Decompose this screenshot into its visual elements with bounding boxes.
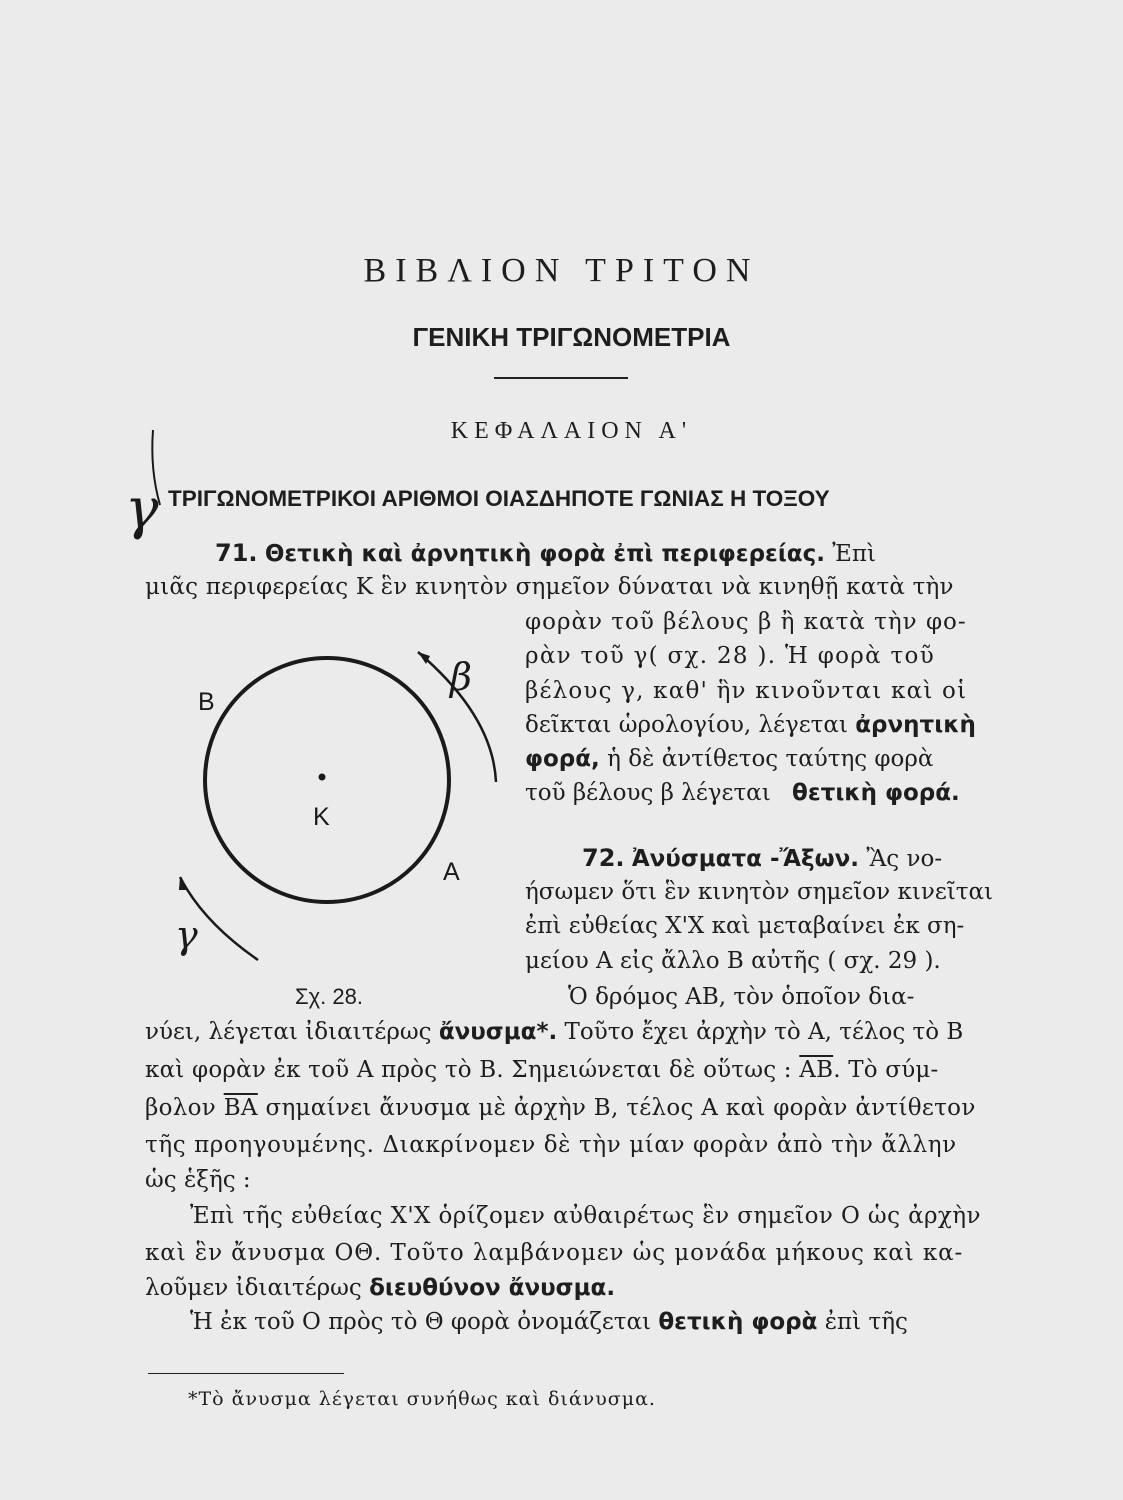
section-72-line-3: ἐπὶ εὐθείας Χ'Χ καὶ μεταβαίνει ἐκ ση- <box>525 913 965 939</box>
section-72-heading: Ἀνύσματα -Ἄξων. <box>631 846 859 872</box>
section-72-line-10: ὡς ἑξῆς : <box>145 1167 251 1193</box>
section-71-line-5: βέλους γ, καθ' ἣν κινοῦνται καὶ οἱ <box>525 678 968 704</box>
footnote: *Τὸ ἄνυσμα λέγεται συνήθως καὶ διάνυσμα. <box>188 1388 656 1410</box>
section-72-line-8 <box>145 1093 976 1123</box>
section-71-line-4: ρὰν τοῦ γ( σχ. 28 ). Ἡ φορὰ τοῦ <box>525 643 935 669</box>
section-71-line-6-text: δεῖκται ὡρολογίου, λέγεται <box>525 712 848 738</box>
center-point <box>319 774 326 781</box>
footnote-divider <box>148 1373 344 1374</box>
arrow-beta-label: β <box>450 655 472 699</box>
section-72-line-13 <box>145 1273 615 1303</box>
section-72-line-12: καὶ ἓν ἄνυσμα ΟΘ. Τοῦτο λαμβάνομεν ὡς μονάδα μήκους καὶ κα- <box>145 1240 964 1266</box>
term-positive: θετικὴ φορά. <box>792 780 960 806</box>
section-72-number: 72. <box>582 844 625 872</box>
vector-ba: $\overline{BA}$ <box>223 1095 258 1121</box>
section-72-line-11: Ἐπὶ τῆς εὐθείας Χ'Χ ὁρίζομεν αὐθαιρέτως ἓν σημεῖον Ο ὡς ἀρχὴν <box>190 1203 981 1229</box>
section-72-line-14-a: Ἡ ἐκ τοῦ Ο πρὸς τὸ Θ φορὰ ὀνομάζεται <box>190 1309 652 1335</box>
term-unit-vector: διευθύνον ἄνυσμα. <box>369 1275 616 1301</box>
section-72-line-8-c: σημαίνει ἄνυσμα μὲ ἀρχὴν Β, τέλος Α καὶ φορὰν ἀντίθετον <box>265 1095 976 1121</box>
section-71-line-8-text: τοῦ βέλους β λέγεται <box>525 780 771 806</box>
section-72-heading-line <box>582 843 942 874</box>
term-negative: ἀρνητικὴ <box>855 712 976 738</box>
section-72-line-1-end: Ἂς νο- <box>866 846 943 872</box>
chapter-title: ΤΡΙΓΩΝΟΜΕΤΡΙΚΟΙ ΑΡΙΘΜΟΙ ΟΙΑΣΔΗΠΟΤΕ ΓΩΝΙΑΣ Η ΤΟΞΟΥ <box>168 486 830 511</box>
section-72-line-13-a: λοῦμεν ἰδιαιτέρως <box>145 1275 362 1301</box>
vector-ab: $\overline{AB}$ <box>799 1057 834 1083</box>
point-label-a: Α <box>443 858 460 886</box>
chapter-label: ΚΕΦΑΛΑΙΟΝ Α' <box>450 418 693 444</box>
section-72-line-7 <box>145 1055 939 1085</box>
figure-caption: Σχ. 28. <box>295 984 363 1009</box>
arrow-gamma-label: γ <box>175 913 198 957</box>
section-71-heading-line <box>215 538 876 569</box>
section-71-line-8 <box>525 778 960 808</box>
section-71-number: 71. <box>215 539 258 567</box>
section-72-line-5: Ὁ δρόμος ΑΒ, τὸν ὁποῖον δια- <box>568 984 915 1010</box>
section-72-line-7-a: καὶ φορὰν ἐκ τοῦ Α πρὸς τὸ Β. Σημειώνεται δὲ οὕτως : <box>145 1057 792 1083</box>
margin-note: γ <box>125 477 159 542</box>
section-72-line-8-a: βολον <box>145 1095 217 1121</box>
section-72-line-4: μείου Α εἰς ἄλλο Β αὐτῆς ( σχ. 29 ). <box>525 948 941 974</box>
section-72-line-6 <box>145 1017 963 1047</box>
book-title: ΒΙΒΛΙΟΝ ΤΡΙΤΟΝ <box>363 252 760 289</box>
point-label-b: Β <box>198 688 215 716</box>
section-71-line-6 <box>525 710 976 740</box>
section-72-line-7-c: . Τὸ σύμ- <box>833 1057 939 1083</box>
section-72-line-9: τῆς προηγουμένης. Διακρίνομεν δὲ τὴν μίαν φορὰν ἀπὸ τὴν ἄλλην <box>145 1132 957 1158</box>
section-71-line-3: φορὰν τοῦ βέλους β ἢ κατὰ τὴν φο- <box>525 609 967 635</box>
section-72-line-14-c: ἐπὶ τῆς <box>824 1309 908 1335</box>
center-label-k: Κ <box>313 803 330 831</box>
section-72-line-2: ήσωμεν ὅτι ἓν κινητὸν σημεῖον κινεῖται <box>525 879 994 905</box>
term-positive-direction: θετικὴ φορὰ <box>658 1309 818 1335</box>
subject-title: ΓΕΝΙΚΗ ΤΡΙΓΩΝΟΜΕΤΡΙΑ <box>412 322 731 352</box>
section-71-line-1-end: Ἐπὶ <box>832 541 877 567</box>
section-71-line-2: μιᾶς περιφερείας Κ ἓν κινητὸν σημεῖον δύναται νὰ κινηθῇ κατὰ τὴν <box>145 574 954 600</box>
section-72-line-6-a: νύει, λέγεται ἰδιαιτέρως <box>145 1019 432 1045</box>
section-71-line-7 <box>525 744 933 774</box>
section-72-line-6-c: Τοῦτο ἔχει ἀρχὴν τὸ Α, τέλος τὸ Β <box>564 1019 964 1045</box>
term-direction: φορά, <box>525 746 600 772</box>
section-72-line-14 <box>190 1307 908 1337</box>
figure-circle <box>205 658 449 902</box>
section-71-line-7-text: ἡ δὲ ἀντίθετος ταύτης φορὰ <box>607 746 934 772</box>
term-vector: ἄνυσμα*. <box>438 1019 558 1045</box>
section-71-heading: Θετικὴ καὶ ἀρνητικὴ φορὰ ἐπὶ περιφερείας. <box>264 541 825 567</box>
